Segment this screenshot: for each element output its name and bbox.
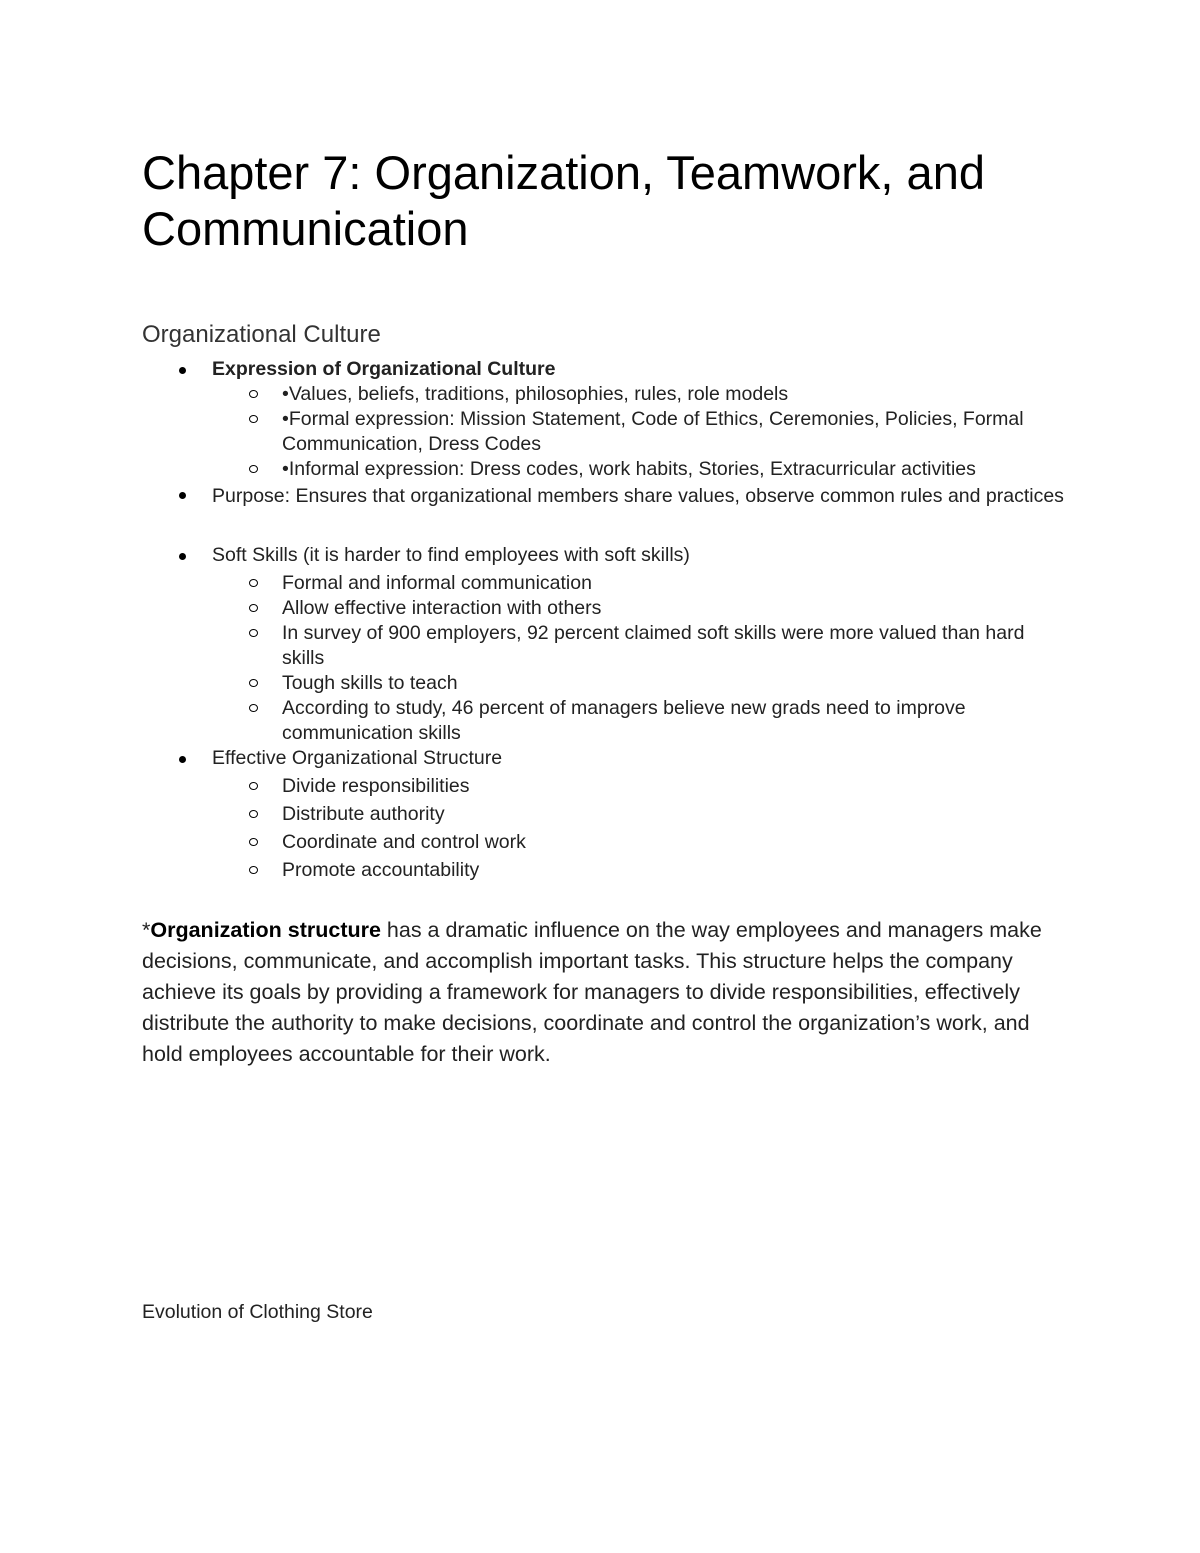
list-item [142, 357, 1072, 482]
bullet-list [142, 357, 1072, 883]
list-item-label: Effective Organizational Structure [212, 747, 503, 769]
sub-list-item: Promote accountability [212, 858, 1072, 883]
bullet-icon [179, 756, 186, 763]
circle-bullet-icon [249, 679, 258, 687]
sub-list-item: Coordinate and control work [212, 830, 1072, 855]
circle-bullet-icon [249, 704, 258, 712]
sub-list-item: Tough skills to teach [212, 671, 1072, 696]
sub-list-item: Distribute authority [212, 802, 1072, 827]
sub-list-item: Allow effective interaction with others [212, 596, 1072, 621]
list-item-label: Soft Skills (it is harder to find employees with soft skills) [212, 544, 690, 566]
sub-list [212, 774, 1072, 883]
circle-bullet-icon [249, 782, 258, 790]
circle-bullet-icon [249, 465, 258, 473]
list-item [142, 482, 1072, 510]
paragraph-text: has a dramatic influence on the way employees and managers make decisions, communicate, and accomplish important tasks. This structure helps the company achieve its goals by providing a framework for managers to divide responsibilities, effectively distribute the authority to make decisions, coordinate and control the organization’s work, and hold employees accountable for their work. [142, 918, 1042, 1066]
list-item-label: Purpose: Ensures that organizational members share values, observe common rules and practices [212, 485, 1064, 507]
sub-list-item: In survey of 900 employers, 92 percent claimed soft skills were more valued than hard skills [212, 621, 1072, 671]
sub-list-item: •Informal expression: Dress codes, work habits, Stories, Extracurricular activities [212, 457, 1072, 482]
sub-list [212, 382, 1072, 482]
sub-list-item: •Values, beliefs, traditions, philosophies, rules, role models [212, 382, 1072, 407]
circle-bullet-icon [249, 629, 258, 637]
page-title: Chapter 7: Organization, Teamwork, and Communication [142, 146, 985, 255]
list-item-label: Expression of Organizational Culture [212, 358, 556, 380]
circle-bullet-icon [249, 604, 258, 612]
bullet-icon [179, 553, 186, 560]
sub-list-item: •Formal expression: Mission Statement, Code of Ethics, Ceremonies, Policies, Formal Communication, Dress Codes [212, 407, 1072, 457]
paragraph-prefix: * [142, 918, 151, 942]
sub-list-item: Divide responsibilities [212, 774, 1072, 799]
bullet-icon [179, 367, 186, 374]
circle-bullet-icon [249, 838, 258, 846]
section-heading: Organizational Culture [142, 321, 381, 348]
body-paragraph [142, 915, 1072, 1070]
bullet-icon [179, 492, 186, 499]
circle-bullet-icon [249, 579, 258, 587]
circle-bullet-icon [249, 415, 258, 423]
sub-list-item: According to study, 46 percent of managers believe new grads need to improve communication skills [212, 696, 1072, 746]
paragraph-bold-term: Organization structure [150, 918, 381, 942]
circle-bullet-icon [249, 390, 258, 398]
list-item [142, 746, 1072, 883]
sub-list-item: Formal and informal communication [212, 571, 1072, 596]
document-page [142, 145, 1072, 1070]
footer-text: Evolution of Clothing Store [142, 1301, 373, 1323]
sub-list [212, 571, 1072, 746]
circle-bullet-icon [249, 810, 258, 818]
list-item [142, 543, 1072, 746]
circle-bullet-icon [249, 866, 258, 874]
